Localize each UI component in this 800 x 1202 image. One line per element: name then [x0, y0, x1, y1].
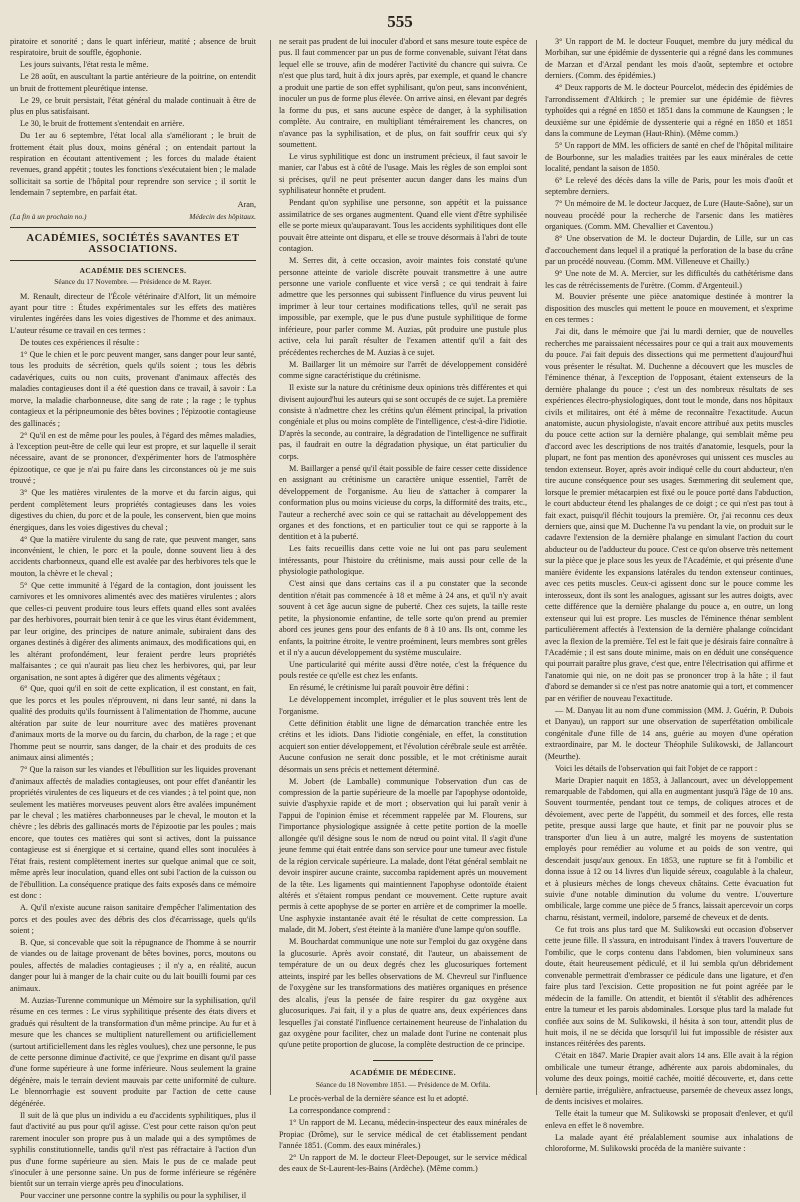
paragraph: Pour vacciner une personne contre la syphilis ou pour la syphiliser, il	[20, 1191, 247, 1201]
paragraph: 3° Que les matières virulentes de la morve et du farcin aigus, qui perdent complètement leurs propriétés contagieuses dans les voies digestives du chien, du porc et de la poule, les conservent, bien que moins énergiques, dans les voies digestives du cheval ;	[10, 488, 256, 532]
paragraph: Ce fut trois ans plus tard que M. Sulikowski eut occasion d'observer cette jeune fille. Il s'assura, en introduisant l'index à travers l'ouverture de l'ombilic, que le corps contenu dans l'abdomen, bien volumineux sans doute, était heureusement pédiculé, et il lui sembla qu'un débridement convenable permettrait d'embrasser ce pédicule dans une ligature, et d'en faire plus tard l'excision. Cette proposition ne fut point agréée par le médecin de la famille. On attendit, et bientôt il s'établit des adhérences entre la tumeur et les parois abdominales. Lorsque plus tard la malade fut confiée aux soins de M. Sulikowski, il hésita à son tour, attendit plus de huit mois, il ne se décida que lorsqu'il lui fut impossible de résister aux instances réitérées des parents.	[545, 924, 793, 1049]
paragraph: M. Bouchardat communique une note sur l'emploi du gaz oxygène dans la glucosurie. Après avoir constaté, dit l'auteur, un abaissement de température de un ou deux degrés chez les glucosuriques fortement atteints, inspiré par les belles observations de M. Chevreul sur l'influence de l'oxygène sur les transformations des matières organiques en présence des alcalis, j'eus la pensée de faire respirer du gaz oxygène aux glucosuriques. J'ai fait, il y a plus de quatre ans, deux expériences dans lesquelles j'ai constaté l'influence certainement heureuse de l'inhalation du gaz oxygène pour faciliter, chez un malade dont l'urine ne contenait plus qu'une petite proportion de glucose, la complète destruction de ce principe.	[279, 937, 527, 1050]
paragraph: 3° Un rapport de M. le docteur Fouquet, membre du jury médical du Morbihan, sur une épidémie de dyssenterie qui a régné dans les communes de Marzan et d'Arzal pendant les mois d'août, septembre et octobre derniers. (Comm. des épidémies.)	[545, 37, 793, 81]
author-title: Médecin des hôpitaux.	[189, 212, 256, 222]
paragraph: Telle était la tumeur que M. Sulikowski se proposait d'enlever, et qu'il enleva en effet le 8 novembre.	[545, 1109, 793, 1130]
paragraph: M. Auzias-Turenne communique un Mémoire sur la syphilisation, qu'il résume en ces termes : Le virus syphilitique présente des états divers et gradués qui résultent de la transformation d'un même principe. Au fur et à mesure que les chances se multiplient naturellement ou artificiellement (surtout artificiellement dans les règles voulues), chez une personne, le pus de cette personne diminue d'activité, ce que j'exprime en disant qu'il passe d'une forme supérieure à une forme inférieure. Nous seulement la graine dégénère, mais le terrain devient mauvais par cette uniformité de culture. Le blennorrhagie est souvent produite par l'action de cette cause dégénérée.	[10, 995, 256, 1108]
paragraph: De toutes ces expériences il résulte :	[20, 337, 140, 347]
paragraph: M. Baillarger a pensé qu'il était possible de faire cesser cette dissidence en assignant au crétinisme un caractère unique essentiel, l'arrêt de développement de l'organisme. Au lieu de s'attacher à comparer la conformation plus ou moins vicieuse du corps, la difformité des traits, etc., l'auteur a recherché avec soin ce qui se rattachait au développement des organes et des fonctions, et en particulier tout ce qui se rapporte à la dentition et à la puberté.	[279, 463, 527, 542]
paragraph: 2° Qu'il en est de même pour les poules, à l'égard des mêmes maladies, à l'exception peut-être de celle qui leur est propre, et sur laquelle il serait nécessaire, avant de se prononcer, d'expérimenter hors de l'atmosphère épizootique, ce que je n'ai pu faire dans les circonstances où je me suis trouvé ;	[10, 430, 256, 486]
column-divider	[536, 40, 537, 1095]
paragraph: La malade ayant été préalablement soumise aux inhalations de chloroforme, M. Sulikowski procéda de la manière suivante :	[545, 1132, 793, 1153]
paragraph: Le 29, ce bruit persistait, l'état général du malade continuait à être de plus en plus satisfaisant.	[10, 95, 256, 117]
paragraph: Marie Drapier naquit en 1853, à Jallancourt, avec un développement remarquable de l'abdomen, qui alla en augmentant jusqu'à l'âge de 10 ans. Souvent tourmentée, pendant tout ce temps, de coliques atroces et de dévoiement, avec perte de l'appétit, du sommeil et des forces, elle resta petite, presque aussi large que haute, et finit par ne pouvoir plus se transporter d'un lieu à un autre, malgré les moyens de sustentation employés pour remédier au volume et au poids de son ventre, qui descendait jusqu'aux genoux. En 1853, une rupture se fit à l'ombilic et donna issue à 12 ou 14 livres d'un liquide séreux, coagulable à la chaleur, et à plusieurs mèches de longs cheveux châtains. Cette évacuation fut suivie d'une notable diminution du volume du ventre. L'ouverture ombilicale, large comme une pièce de 5 francs, laissait apercevoir un corps charnu, résistant, vermeil, indolore, parsemé de cheveux et de dents.	[545, 775, 793, 922]
paragraph: 7° Un mémoire de M. le docteur Jacquez, de Lure (Haute-Saône), sur un nouveau procédé pour la recherche de l'arsenic dans les matières organiques. (Comm. MM. Chevallier et Caventou.)	[545, 199, 793, 232]
session-line: Séance du 17 Novembre. — Présidence de M. Rayer.	[54, 277, 212, 287]
paragraph: Le procès-verbal de la dernière séance est lu et adopté.	[289, 1094, 469, 1104]
paragraph: Du 1er au 6 septembre, l'état local alla s'améliorant ; le bruit de frottement était plus doux, moins général ; on entendait partout la respiration en écoutant attentivement ; les forces du malade étaient revenues, grand appétit ; toutes les fonctions s'exécutaient bien ; le malade sollicitait sa sortie de l'hôpital pour reprendre son service ; il sortit le lendemain 7 septembre, en parfait état.	[10, 131, 256, 198]
paragraph: C'est ainsi que dans certains cas il a pu constater que la seconde dentition n'était pas commencée à 18 et même à 24 ans, et qu'il n'y avait souvent à cet âge aucun signe de puberté. Chez ces sujets, la taille reste petite, la physionomie enfantine, de telle sorte qu'on prend au premier abord ces jeunes gens pour des enfants de 8 à 10 ans. Ils ont, comme les enfants, la poitrine étroite, le ventre proéminent, leurs membres sont grêles et il n'y a aucun développement du système musculaire.	[279, 579, 527, 658]
paragraph: — M. Danyau lit au nom d'une commission (MM. J. Guérin, P. Dubois et Danyau), un rapport sur une observation de superfétation ombilicale congénitale d'une fille de 14 ans, guérie au moyen d'une opération extraordinaire, par M. le docteur Théophile Sulikowski, de Jallancourt (Meurthe).	[545, 705, 793, 761]
signature-row	[10, 211, 256, 222]
paragraph: La correspondance comprend :	[289, 1106, 391, 1116]
paragraph: 2° Un rapport de M. le docteur Fleet-Depouget, sur le service médical des eaux de St-Laurent-les-Bains (Ardèche). (Même comm.)	[279, 1153, 527, 1174]
paragraph: C'était en 1847. Marie Drapier avait alors 14 ans. Elle avait à la région ombilicale une tumeur étrange, adhérente aux parois abdominales, du volume des deux poings, moitié cachée, moitié découverte, et, dans cette dernière partie, irrégulière, anfractueuse, parsemée de cheveux assez longs, de dents incisives et molaires.	[545, 1051, 793, 1107]
paragraph: Il suit de là que plus un individu a eu d'accidents syphilitiques, plus il faut d'activité au pus pour qu'il agisse. C'est pour cette raison qu'on peut rarement inoculer son propre pus à un malade qui a des symptômes de syphilis constitutionnelle, tandis qu'il n'est pas réfractaire à l'action d'un pus d'une forme supérieure au sien. Mais le pus de ce malade peut s'inoculer à une personne saine. Un pus de forme inférieure se régénère bientôt sur un terrain vierge après peu d'inoculations.	[10, 1110, 256, 1189]
section-title: ACADÉMIES, SOCIÉTÉS SAVANTES ET ASSOCIATIONS.	[10, 227, 256, 261]
paragraph: En résumé, le crétinisme lui paraît pouvoir être défini :	[289, 683, 469, 693]
paragraph: Cette définition établit une ligne de démarcation tranchée entre les crétins et les idiots. Dans l'idiotie congéniale, en effet, la constitution acquiert son entier développement, et l'évolution cérébrale seule est arrêtée. Aucune confusion ne serait donc possible, et le mot crétinisme aurait désormais un sens précis et nettement déterminé.	[279, 718, 527, 774]
paragraph: M. Baillarger lit un mémoire sur l'arrêt de développement considéré comme signe caractéristique du crétinisme.	[279, 359, 527, 381]
paragraph: Le 30, le bruit de frottement s'entendait en arrière.	[20, 119, 185, 129]
paragraph: ne serait pas prudent de lui inoculer d'abord et sans mesure toute espèce de pus. Il faut commencer par un pus de forme convenable, suivant l'état dans lequel elle se trouve, afin de modérer l'activité du chancre qui suivra. Ce n'est que plus tard, huit à dix jours après, par exemple, et quand le chancre a produit une partie de son effet syphilisant, qu'on peut, sans inconvénient, inoculer un pus de forme plus élevée. On arrive ainsi, en élevant par degrés la forme du pus, et sans aucune espèce de danger, à la syphilisation complète. Au contraire, en multipliant témérairement les chancres, on n'avance pas la syphilisation, et de plus, on fait souffrir ceux qui s'y soumettent.	[279, 37, 527, 150]
paragraph: Une particularité qui mérite aussi d'être notée, c'est la fréquence du pouls restée ce qu'elle est chez les enfants.	[279, 659, 527, 681]
paragraph: B. Que, si concevable que soit la répugnance de l'homme à se nourrir de viandes ou de laitage provenant de bêtes bovines, porcs, moutons ou poules, affectés de maladies contagieuses ; il n'y a, en réalité, aucun danger pour lui à manger de la chair cuite ou du lait bouilli fourni par ces animaux.	[10, 937, 256, 993]
paragraph: 7° Que la raison sur les viandes et l'ébullition sur les liquides provenant d'animaux affectés de maladies contagieuses, ont pour effet d'anéantir les propriétés virulentes de ces liqueurs et de ces viandes ; à tel point que, non seulement les matières morveuses peuvent alors être avalées impunément par le cheval ; les matières charbonneuses par le cheval, le mouton et la chèvre ; les débris des gallinacés morts de l'épizootie par les poules ; mais encore, que toutes ces matières qui sont si actives, dont la puissance contagieuse est si énergique et si certaine, quand elles sont inoculées à l'état frais, restent complètement inertes sur quelque animal que ce soit, même après leur inoculation, quand elles ont subi l'action de la cuisson ou de l'ébullition. La conséquence pratique des faits exposés dans ce mémoire est donc :	[10, 765, 256, 901]
paragraph: Voici les détails de l'observation qui fait l'objet de ce rapport :	[555, 763, 758, 773]
page-number: 555	[387, 12, 413, 31]
paragraph: M. Jobert (de Lamballe) communique l'observation d'un cas de compression de la partie supérieure de la moelle par l'apophyse odontoïde, suivie d'asphyxie rapide et de mort ; observation qui lui paraît venir à l'appui de l'opinion émise et récemment rappelée par M. Flourens, sur l'importance physiologique assignée à cette petite portion de la moelle allongée qu'il désigne sous le nom de nœud ou point vital. Il s'agit d'une jeune femme qui était entrée dans son service pour une tumeur avec fistule de la région cervicale supérieure. La malade, dont l'état général semblait ne devoir inspirer aucune crainte, succomba rapidement après un mouvement de la tête. Les ligaments qui maintiennent l'apophyse odontoïde étaient altérés et s'étaient rompus pendant ce mouvement. Cette rupture avait permis à cette apophyse de se porter en arrière et de comprimer la moelle. Une asphyxie instantanée avait été le résultat de cette compression. La malade, dit M. Jobert, s'est éteinte à la manière d'une lampe qu'on souffle.	[279, 776, 527, 935]
paragraph: Pendant qu'on syphilise une personne, son appétit et la puissance assimilatrice de ses organes augmentent. Quand elle vient d'être syphilisée elle se porte mieux qu'auparavant. Tous les accidents syphilitiques dont elle pouvait être atteinte ont disparu, et elle se trouve désormais à l'abri de toute contagion.	[279, 198, 527, 254]
section-ornament	[279, 1054, 527, 1065]
paragraph: 5° Un rapport de MM. les officiers de santé en chef de l'hôpital militaire de Bourbonne, sur les maladies traitées par les eaux minérales de cette localité, pendant la saison de 1850.	[545, 141, 793, 173]
paragraph: 4° Deux rapports de M. le docteur Pourcelot, médecin des épidémies de l'arrondissement d'Altkirch ; le premier sur une épidémie de fièvres typhoïdes qui a régné en 1850 et 1851 dans la commune de Kaungsen ; le deuxième sur une épidémie de dyssenterie qui a régné en 1850 et 1851 dans la commune de Leyman (Haut-Rhin). (Même comm.)	[545, 83, 793, 139]
paragraph: Le 28 août, en auscultant la partie antérieure de la poitrine, on entendit un bruit de frottement pleurétique intense.	[10, 72, 256, 93]
paragraph: 1° Que le chien et le porc peuvent manger, sans danger pour leur santé, tous les produits de sécrétion, quels qu'ils soient ; tous les débris cadavériques, cuits ou non cuits, provenant d'animaux affectés des maladies contagieuses dont il a été question dans ce travail, à savoir : La morve, la maladie charbonneuse, dite sang de rate ; la rage ; le typhus contagieux et la péripneumonie des bêtes bovines ; l'épizootie contagieuse des gallinacés ;	[10, 349, 256, 428]
paragraph: M. Renault, directeur de l'École vétérinaire d'Alfort, lit un mémoire ayant pour titre : Études expérimentales sur les effets des matières virulentes ingérées dans les voies digestives de l'homme et des animaux. L'auteur résume ce travail en ces termes :	[10, 291, 256, 335]
session-line: Séance du 18 Novembre 1851. — Présidence de M. Orfila.	[315, 1079, 491, 1089]
paragraph: 4° Que la matière virulente du sang de rate, que peuvent manger, sans inconvénient, le chien, le porc et la poule, donne souvent lieu à des accidents charbonneux, quand elle est avalée par des herbivores tels que le mouton, la chèvre et le cheval ;	[10, 534, 256, 578]
paragraph: Les jours suivants, l'état resta le même.	[20, 60, 149, 70]
column-2	[279, 36, 527, 1174]
paragraph: Le développement incomplet, irrégulier et le plus souvent très lent de l'organisme.	[279, 695, 527, 716]
column-1	[10, 36, 256, 1201]
paragraph: 8° Une observation de M. le docteur Dujardin, de Lille, sur un cas d'accouchement dans lequel il a pratiqué la perforation de la base du crâne par un procédé nouveau. (Comm. MM. Villeneuve et Chailly.)	[545, 234, 793, 267]
paragraph: piratoire et sonorité ; dans le quart inférieur, matité ; absence de bruit respiratoire, bruit de souffle, égophonie.	[10, 37, 256, 58]
paragraph: 1° Un rapport de M. Lecanu, médecin-inspecteur des eaux minérales de Propiac (Drôme), sur le service médical de cet établissement pendant l'année 1851. (Comm. des eaux minérales.)	[279, 1118, 527, 1151]
paragraph: Il existe sur la nature du crétinisme deux opinions très différentes et qui divisent aujourd'hui les auteurs qui se sont occupés de ce sujet. La première consiste à n'admettre chez les crétins qu'un élément principal, la privation congéniale et plus ou moins complète de l'intelligence, c'est-à-dire l'idiotie. D'après la seconde, au contraire, la dégradation de l'intelligence ne suffirait pas, il faudrait en outre la dégradation physique, un état particulier du corps.	[279, 383, 527, 461]
paragraph: 9° Une note de M. A. Mercier, sur les difficultés du cathétérisme dans les cas de rétrécissements de l'urètre. (Comm. d'Argenteuil.)	[545, 269, 793, 290]
academy-heading: ACADÉMIE DE MÉDECINE.	[350, 1068, 456, 1078]
column-divider	[270, 40, 271, 1095]
paragraph: J'ai dit, dans le mémoire que j'ai lu mardi dernier, que de nouvelles recherches me paraissaient nécessaires pour ce qui a trait aux mouvements du pouce. J'ai fait depuis des dissections qui me permettent d'aujourd'hui vous présenter le résultat. M. Duchenne a découvert que les muscles de l'éminence thénar, à l'exception de l'opposant, étaient extenseurs de la dernière phalange du pouce ; c'est un des nombreux résultats de ses expériences électro-physiologiques, dont tout le monde, dans nos hôpitaux civils et militaires, ont été à même de reconnaître l'exactitude. Aucun anatomiste, aucun physiologiste, n'avait encore attribué aux petits muscles du pouce cette action sur la dernière phalange, qui semblait même peu d'accord avec les descriptions de nos traités d'anatomie, lesquels, pour la plupart, ne font pas mention des aponévroses qui unissent ces muscles au tendon extenseur. Boyer, après avoir indiqué celle du court abducteur, n'en tire aucune conséquence pour ses usages. Sœmmering dit seulement que, lorsque le premier métacarpien est fixé ou le pouce porté dans l'abduction, le court abducteur étend les phalanges de ce doigt ; ce qui n'est pas tout à fait exact, puisqu'il fléchit toujours la première. Or, j'ai reconnu ces deux derniers que, ainsi que M. Duchenne l'a vu pendant la vie, on produit sur le cadavre l'extension de la dernière phalange en simulant l'action du court abducteur ou de l'adducteur du pouce. C'est ce qu'on observe très nettement sur la pièce que je place sous les yeux de l'Académie, et qui présente d'une manière évidente les expansions latérales du tendon extenseur continues, avec ces petits muscles. Ceux-ci agissent donc sur le pouce comme les interosseux, dont ils sont les analogues, agissant sur les autres doigts, avec cette différence que la dernière phalange du pouce a, en outre, un long extenseur qui lui est propre. Les muscles de l'éminence thénar semblent particulièrement affectés à l'extension de la dernière phalange coïncidant avec la flexion de la première. Tel est le fait que je désirais faire connaître à l'Académie ; il est sans doute minime, mais on en déduit une conséquence qui pourrait paraître plus grave, c'est que, entre l'électrisation qui affirme et l'anatomie qui nie, on ne doit pas se prononcer trop à la hâte ; il faut d'abord se demander si ce n'est pas notre anatomie qui a tort, et commencer par en vérifier de nouveau l'exactitude.	[545, 327, 793, 703]
paragraph: 6° Le relevé des décès dans la ville de Paris, pour les mois d'août et septembre derniers.	[545, 175, 793, 197]
paragraph: Les faits recueillis dans cette voie ne lui ont pas paru seulement intéressants, pour l'histoire du crétinisme, mais aussi pour celle de la physiologie pathologique.	[279, 544, 527, 577]
continuation-note: (La fin à un prochain no.)	[10, 212, 87, 222]
author-signature: Aran,	[237, 200, 256, 210]
column-3	[545, 36, 793, 1153]
paragraph: M. Serres dit, à cette occasion, avoir maintes fois constaté qu'une personne atteinte de variole discrète pouvait transmettre à une autre personne une variole confluente et vice versâ ; ce qui tendrait à faire admettre que les personnes qui subissent l'influence du virus peuvent lui imprimer à leur tour certaines modifications telles, qu'il ne serait pas impossible, par exemple, que le pus d'une pustule syphilitique de forme inférieure, pour parler comme M. Auzias, pût produire une pustule plus active, cela lui paraît résulter de l'examen attentif qu'il a fait des précédentes recherches de M. Auzias à ce sujet.	[279, 256, 527, 357]
paragraph: A. Qu'il n'existe aucune raison sanitaire d'empêcher l'alimentation des porcs et des poules avec des débris des clos d'écarrissage, quels qu'ils soient ;	[10, 903, 256, 935]
paragraph: 6° Que, quoi qu'il en soit de cette explication, il est constant, en fait, que les porcs et les poules n'éprouvent, ni dans leur santé, ni dans la qualité des produits qu'ils fournissent à l'alimentation de l'homme, aucune altération par suite de leur nourriture avec des matières provenant d'animaux morts de la morve ou du farcin, du charbon, de la rage ; et que l'homme peut se nourrir, sans danger, de la chair et des produits de ces animaux ainsi alimentés ;	[10, 684, 256, 763]
academy-heading: ACADÉMIE DES SCIENCES.	[79, 265, 187, 275]
paragraph: Le virus syphilitique est donc un instrument précieux, il faut savoir le manier, car l'abus est à côté de l'usage. Mais les règles de son emploi sont si précises, qu'il ne peut présenter aucun danger dans les mains d'un syphilisateur honnête et prudent.	[279, 152, 527, 196]
paragraph: 5° Que cette immunité à l'égard de la contagion, dont jouissent les carnivores et les omnivores alimentés avec des matières virulentes ; alors que celles-ci peuvent produire tous leurs effets quand elles sont avalées par des herbivores, pourrait bien tenir à ce que les virus étant évidemment, par leur origine, des principes de nature animale, subiraient dans des organes destinés à digérer des aliments animaux, des modifications qui, en les altérant profondément, leur feraient perdre leurs propriétés malfaisantes ; ce qui n'aurait pas lieu chez les herbivores, qui, par leur organisation, ne sont aptes à digérer que des aliments végétaux ;	[10, 580, 256, 682]
paragraph: M. Bouvier présente une pièce anatomique destinée à montrer la disposition des muscles qui mettent le pouce en mouvement, et s'exprime en ces termes :	[545, 292, 793, 325]
